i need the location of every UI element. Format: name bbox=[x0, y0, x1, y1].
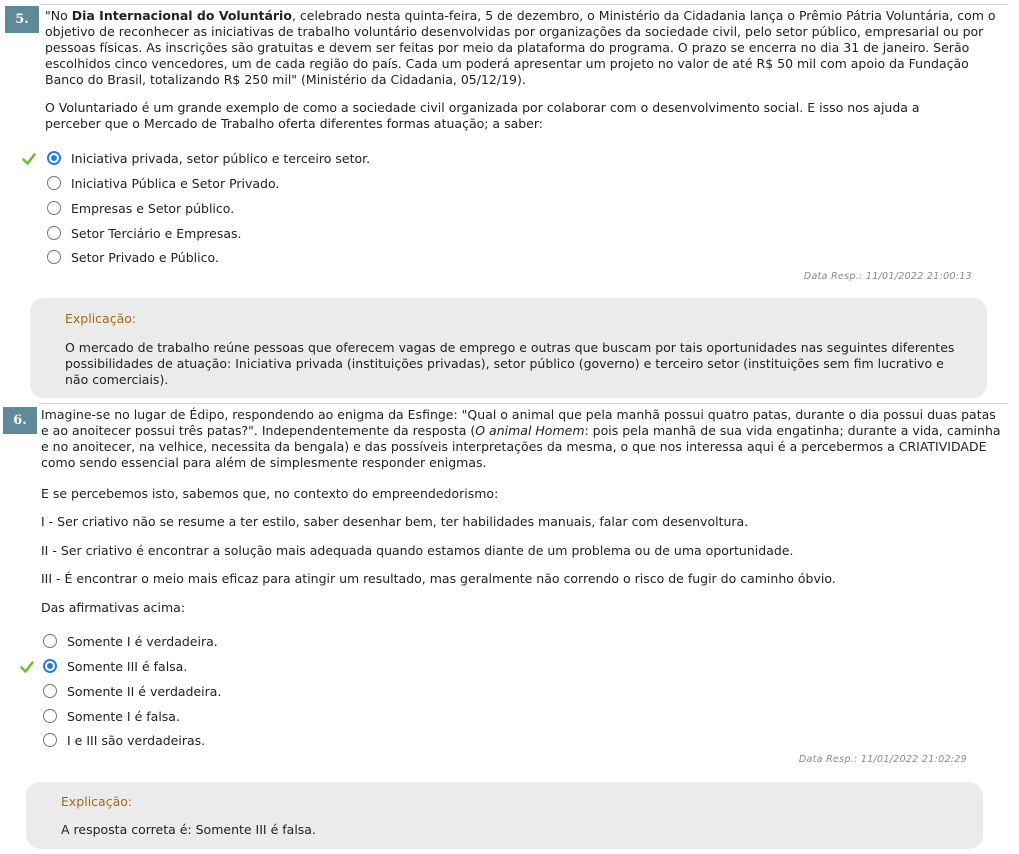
radio-button-selected[interactable] bbox=[43, 659, 57, 673]
question-5-number-badge: 5. bbox=[5, 6, 39, 33]
option-label: Somente I é falsa. bbox=[67, 708, 180, 724]
explanation-text: A resposta correta é: Somente III é falsa. bbox=[61, 822, 316, 837]
correct-check-icon bbox=[20, 660, 34, 674]
question-5-response-date: Data Resp.: 11/01/2022 21:00:13 bbox=[803, 271, 972, 282]
question-5-option-4[interactable] bbox=[47, 223, 241, 243]
option-label: Setor Privado e Público. bbox=[71, 249, 219, 265]
radio-button[interactable] bbox=[47, 201, 61, 215]
option-label: Empresas e Setor público. bbox=[71, 200, 235, 216]
explanation-text: O mercado de trabalho reúne pessoas que oferecem vagas de emprego e outras que buscam por tais oportunidades nas seguintes diferentes possibilidades de atuação: Iniciativa privada (instituições privadas), setor público (governo) e terceiro setor (instituições sem fim lucrativo e não comerciais). bbox=[65, 340, 955, 387]
question-6-option-2[interactable] bbox=[43, 656, 187, 676]
radio-button[interactable] bbox=[43, 733, 57, 747]
explanation-title: Explicação: bbox=[61, 794, 133, 809]
question-6-prompt: Das afirmativas acima: bbox=[41, 600, 186, 615]
radio-button[interactable] bbox=[47, 226, 61, 240]
radio-button[interactable] bbox=[43, 709, 57, 723]
question-6-option-1[interactable] bbox=[43, 631, 218, 651]
question-5-explanation-box bbox=[30, 298, 987, 398]
question-6-option-3[interactable] bbox=[43, 681, 221, 701]
question-6-option-5[interactable] bbox=[43, 730, 205, 750]
question-5-top-divider bbox=[40, 4, 1008, 5]
question-6-context: E se percebemos isto, sabemos que, no contexto do empreendedorismo: bbox=[41, 486, 499, 501]
statement-II: II - Ser criativo é encontrar a solução mais adequada quando estamos diante de um problema ou de uma oportunidade. bbox=[41, 543, 794, 558]
question-6-statement: Imagine-se no lugar de Édipo, respondendo ao enigma da Esfinge: "Qual o animal que pela manhã possui quatro patas, durante o dia possui duas patas e ao anoitecer possui três patas?". Independentemente da resposta (O animal Homem: pois pela manhã de sua vida engatinha; durante a vida, caminha e no anoitecer, na velhice, necessita da bengala) e das possíveis interpretações da mesma, o que nos interessa aqui é a percebermos a CRIATIVIDADE como sendo essencial para além de simplesmente responder enigmas. bbox=[41, 407, 1001, 470]
option-label: Somente I é verdadeira. bbox=[67, 633, 218, 649]
radio-button[interactable] bbox=[47, 176, 61, 190]
explanation-title: Explicação: bbox=[65, 311, 137, 326]
option-label: Setor Terciário e Empresas. bbox=[71, 225, 242, 241]
question-5-option-1[interactable] bbox=[47, 148, 370, 168]
option-label: Iniciativa privada, setor público e terceiro setor. bbox=[71, 150, 371, 166]
radio-button-selected[interactable] bbox=[47, 151, 61, 165]
question-5-prompt: O Voluntariado é um grande exemplo de como a sociedade civil organizada por colaborar com o desenvolvimento social. E isso nos ajuda a perceber que o Mercado de Trabalho oferta diferentes formas atuação; a saber: bbox=[45, 100, 920, 131]
question-6-explanation-box bbox=[26, 782, 983, 849]
option-label: I e III são verdadeiras. bbox=[67, 732, 206, 748]
question-6-response-date: Data Resp.: 11/01/2022 21:02:29 bbox=[798, 754, 967, 765]
statement-I: I - Ser criativo não se resume a ter estilo, saber desenhar bem, ter habilidades manuais, falar com desenvoltura. bbox=[41, 514, 749, 529]
question-5-option-2[interactable] bbox=[47, 173, 279, 193]
correct-check-icon bbox=[22, 152, 36, 166]
option-label: Somente II é verdadeira. bbox=[67, 683, 222, 699]
statement-III: III - É encontrar o meio mais eficaz para atingir um resultado, mas geralmente não correndo o risco de fugir do caminho óbvio. bbox=[41, 571, 836, 586]
question-6-top-divider bbox=[38, 403, 1008, 404]
radio-button[interactable] bbox=[47, 250, 61, 264]
question-5-statement: "No Dia Internacional do Voluntário, celebrado nesta quinta-feira, 5 de dezembro, o Ministério da Cidadania lança o Prêmio Pátria Voluntária, com o objetivo de reconhecer as iniciativas de trabalho voluntário desenvolvidas por organizações da sociedade civil, pelo setor público, empresarial ou por pessoas físicas. As inscrições são gratuitas e devem ser feitas por meio da plataforma do programa. O prazo se encerra no dia 31 de janeiro. Serão escolhidos cinco vencedores, um de cada região do país. Cada um poderá apresentar um projeto no valor de até R$ 50 mil com apoio da Fundação Banco do Brasil, totalizando R$ 250 mil" (Ministério da Cidadania, 05/12/19). bbox=[45, 8, 996, 87]
option-label: Iniciativa Pública e Setor Privado. bbox=[71, 175, 280, 191]
radio-button[interactable] bbox=[43, 634, 57, 648]
question-6-number-badge: 6. bbox=[3, 407, 37, 434]
question-5-option-3[interactable] bbox=[47, 198, 234, 218]
question-5-option-5[interactable] bbox=[47, 247, 219, 267]
radio-button[interactable] bbox=[43, 684, 57, 698]
question-6-option-4[interactable] bbox=[43, 706, 180, 726]
option-label: Somente III é falsa. bbox=[67, 658, 188, 674]
